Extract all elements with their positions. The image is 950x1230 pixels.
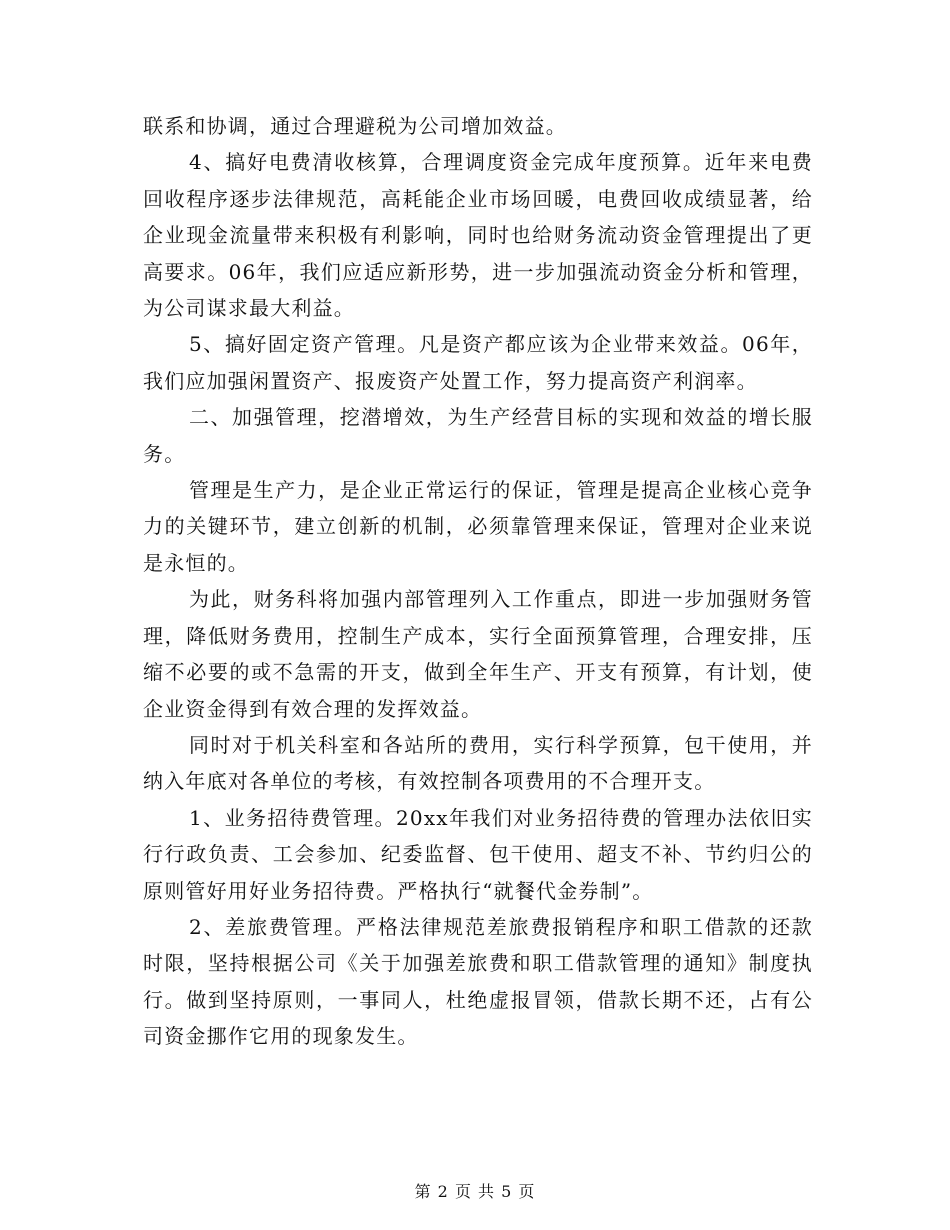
- paragraph-9: 2、差旅费管理。严格法律规范差旅费报销程序和职工借款的还款时限，坚持根据公司《关于加强差旅费和职工借款管理的通知》制度执行。做到坚持原则，一事同人，杜绝虚报冒领，借款长期不还，占有公司资金挪作它用的现象发生。: [143, 914, 813, 1049]
- document-body: [143, 108, 813, 1055]
- page-number-footer: 第 2 页 共 5 页: [414, 1182, 536, 1201]
- paragraph-6: 为此，财务科将加强内部管理列入工作重点，即进一步加强财务管理，降低财务费用，控制生产成本，实行全面预算管理，合理安排，压缩不必要的或不急需的开支，做到全年生产、开支有预算，有计划，使企业资金得到有效合理的发挥效益。: [143, 587, 813, 721]
- paragraph-5: 管理是生产力，是企业正常运行的保证，管理是提高企业核心竞争力的关键环节，建立创新的机制，必须靠管理来保证，管理对企业来说是永恒的。: [143, 478, 813, 575]
- paragraph-7: 同时对于机关科室和各站所的费用，实行科学预算，包干使用，并纳入年底对各单位的考核，有效控制各项费用的不合理开支。: [143, 732, 813, 794]
- paragraph-1: 联系和协调，通过合理避税为公司增加效益。: [143, 114, 567, 138]
- paragraph-8: 1、业务招待费管理。20xx年我们对业务招待费的管理办法依旧实行行政负责、工会参加、纪委监督、包干使用、超支不补、节约归公的原则管好用好业务招待费。严格执行“就餐代金券制”。: [143, 805, 813, 903]
- paragraph-3: 5、搞好固定资产管理。凡是资产都应该为企业带来效益。06年，我们应加强闲置资产、报废资产处置工作，努力提高资产利润率。: [143, 332, 813, 393]
- section-heading-2: 二、加强管理，挖潜增效，为生产经营目标的实现和效益的增长服务。: [143, 405, 813, 466]
- paragraph-2: 4、搞好电费清收核算，合理调度资金完成年度预算。近年来电费回收程序逐步法律规范，高耗能企业市场回暖，电费回收成绩显著，给企业现金流量带来积极有利影响，同时也给财务流动资金管理提出了更高要求。06年，我们应适应新形势，进一步加强流动资金分析和管理，为公司谋求最大利益。: [143, 150, 813, 321]
